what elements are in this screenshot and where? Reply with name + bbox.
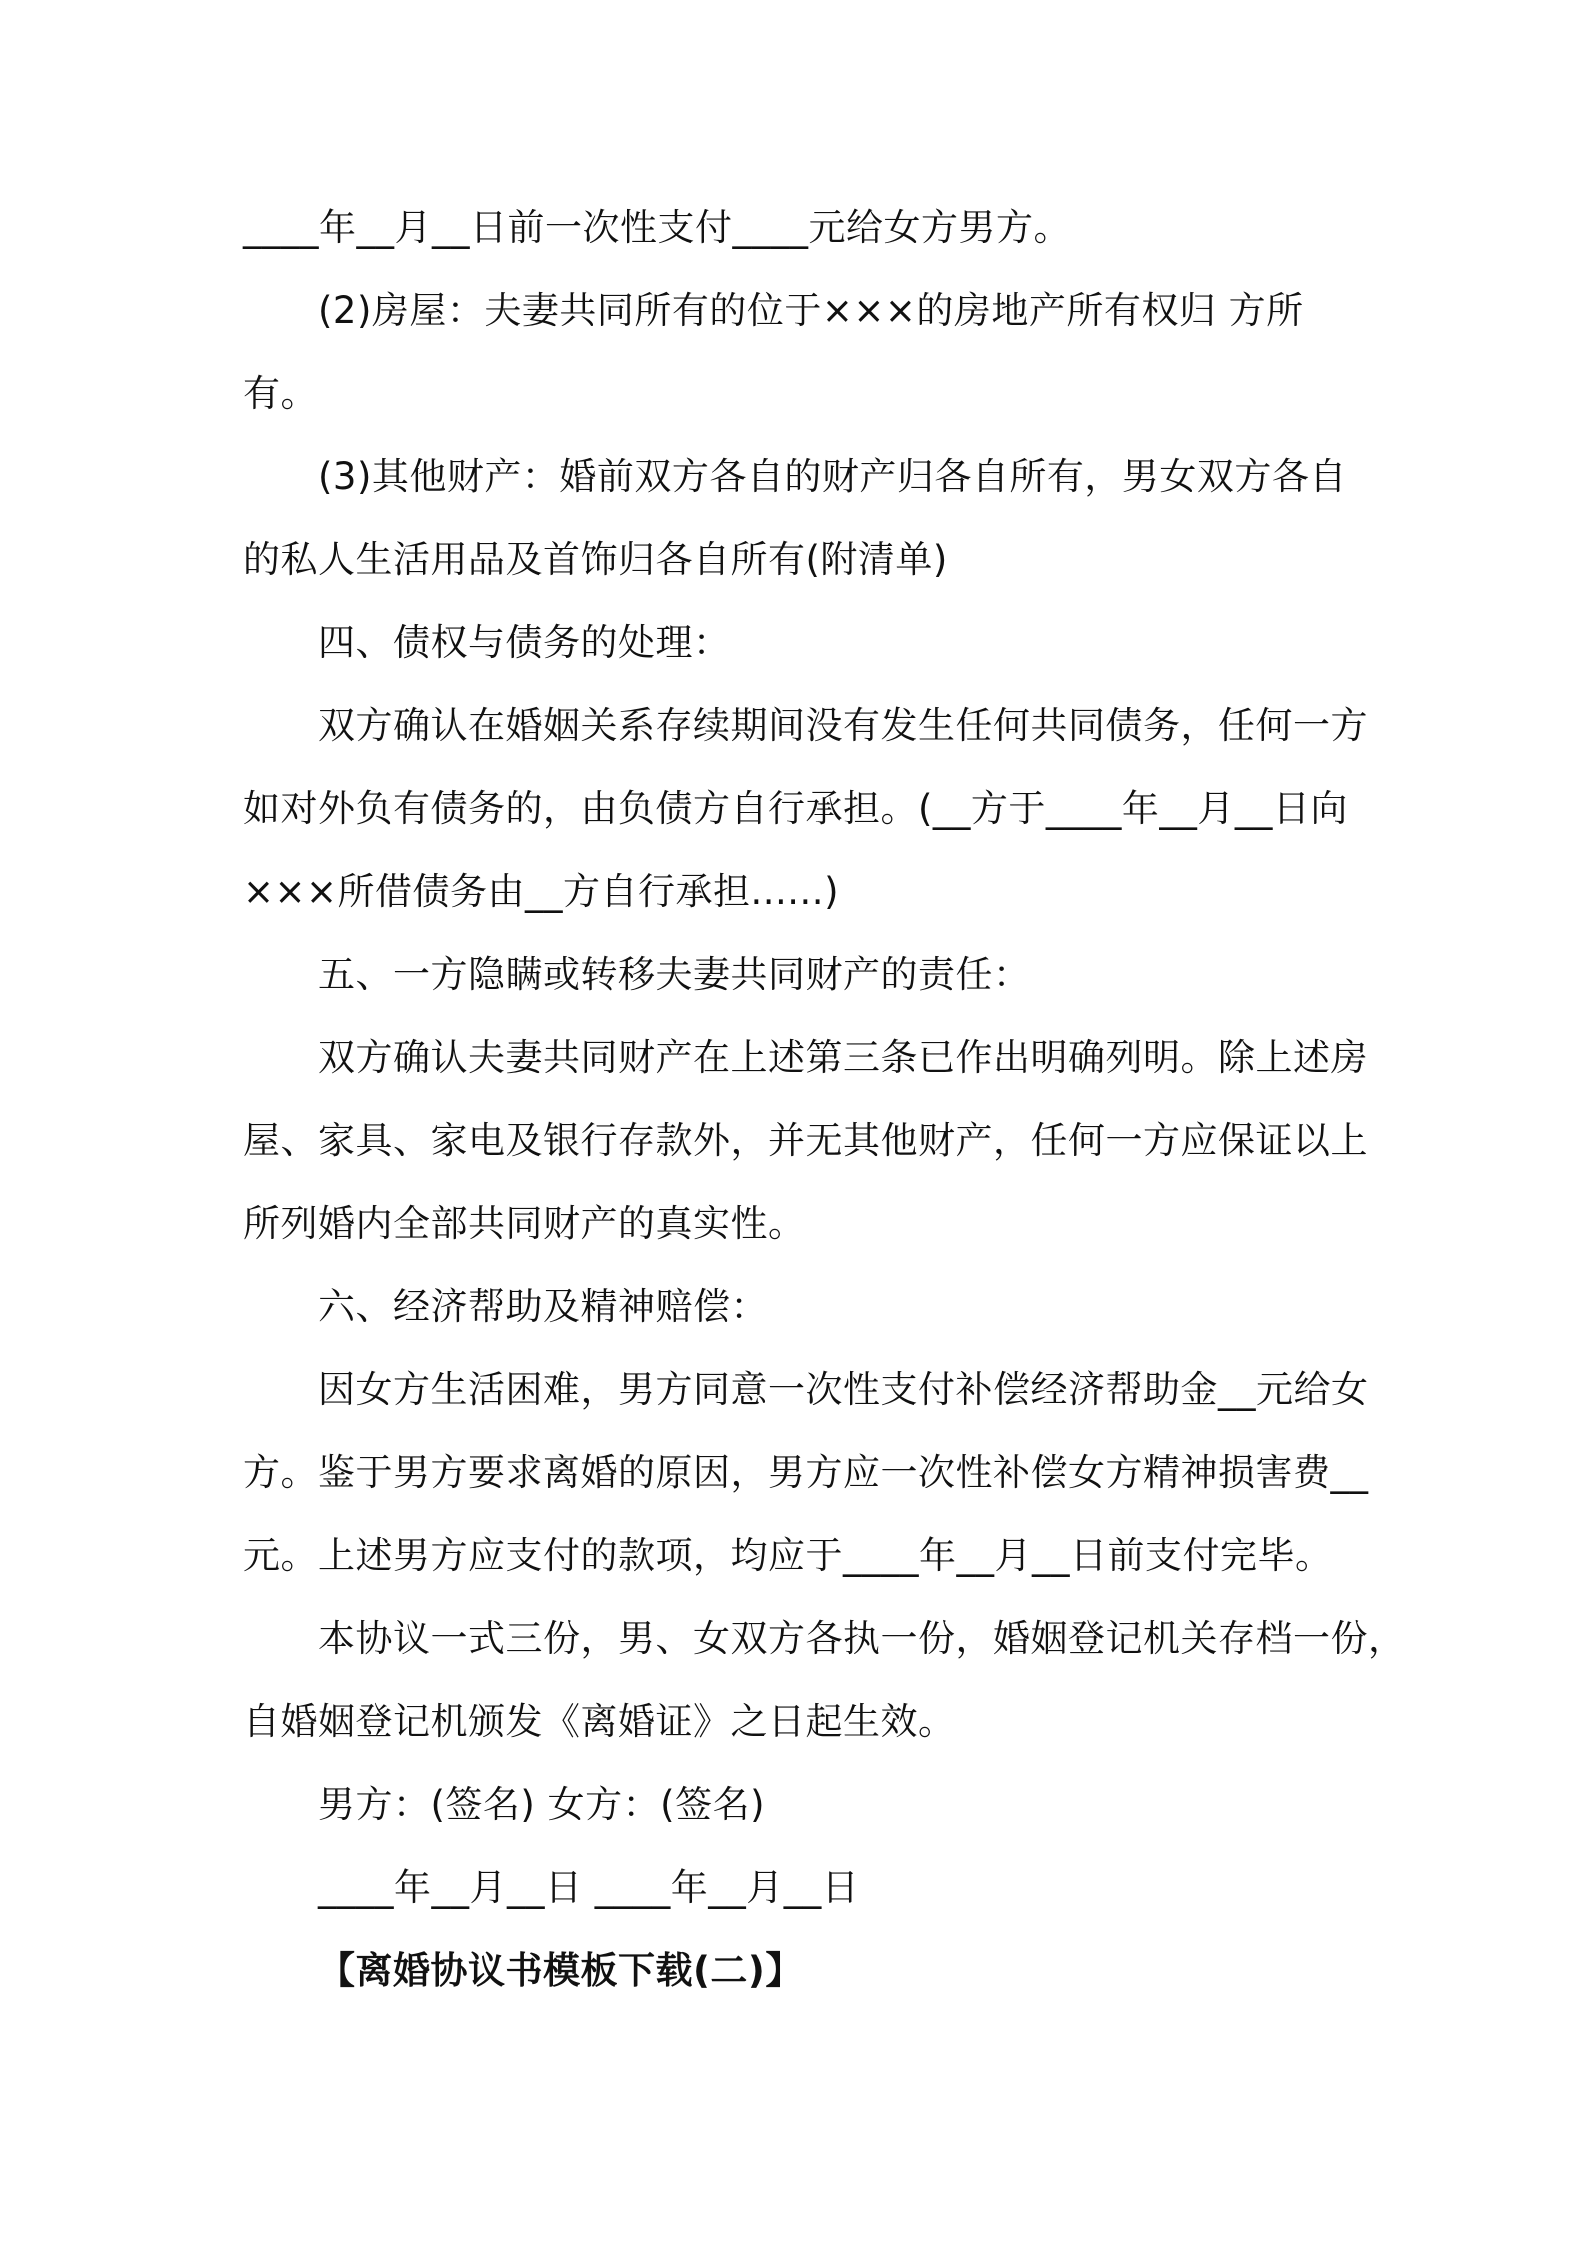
other-property-clause-line: (3)其他财产：婚前双方各自的财产归各自所有，男女双方各自	[318, 455, 1347, 498]
house-clause-continuation: 有。	[243, 372, 318, 415]
debts-clause-line: 双方确认在婚姻关系存续期间没有发生任何共同债务，任何一方	[318, 704, 1368, 747]
debts-clause-continuation-2: ×××所借债务由__方自行承担......)	[243, 870, 840, 913]
concealment-clause-continuation: 屋、家具、家电及银行存款外，并无其他财产，任何一方应保证以上	[243, 1119, 1368, 1162]
section-heading-concealment: 五、一方隐瞒或转移夫妻共同财产的责任：	[318, 953, 1031, 996]
signature-date-line: ____年__月__日 ____年__月__日	[318, 1866, 860, 1909]
house-clause-line: (2)房屋：夫妻共同所有的位于×××的房地产所有权归 方所	[318, 289, 1304, 332]
copies-clause-line: 本协议一式三份，男、女双方各执一份，婚姻登记机关存档一份，	[318, 1617, 1406, 1660]
section-heading-compensation: 六、经济帮助及精神赔偿：	[318, 1285, 768, 1328]
other-property-clause-continuation: 的私人生活用品及首饰归各自所有(附清单)	[243, 538, 948, 581]
template-section-title: 【离婚协议书模板下载(二)】	[318, 1949, 803, 1992]
copies-clause-continuation: 自婚姻登记机颁发《离婚证》之日起生效。	[243, 1700, 956, 1743]
payment-deadline-line: ____年__月__日前一次性支付____元给女方男方。	[243, 206, 1071, 249]
compensation-clause-continuation: 方。鉴于男方要求离婚的原因，男方应一次性补偿女方精神损害费__	[243, 1451, 1369, 1494]
concealment-clause-line: 双方确认夫妻共同财产在上述第三条已作出明确列明。除上述房	[318, 1036, 1368, 1079]
signature-line: 男方：(签名) 女方：(签名)	[318, 1783, 766, 1826]
section-heading-debts: 四、债权与债务的处理：	[318, 621, 731, 664]
compensation-clause-continuation-2: 元。上述男方应支付的款项，均应于____年__月__日前支付完毕。	[243, 1534, 1333, 1577]
compensation-clause-line: 因女方生活困难，男方同意一次性支付补偿经济帮助金__元给女	[318, 1368, 1369, 1411]
debts-clause-continuation: 如对外负有债务的，由负债方自行承担。(__方于____年__月__日向	[243, 787, 1348, 830]
concealment-clause-continuation-2: 所列婚内全部共同财产的真实性。	[243, 1202, 806, 1245]
